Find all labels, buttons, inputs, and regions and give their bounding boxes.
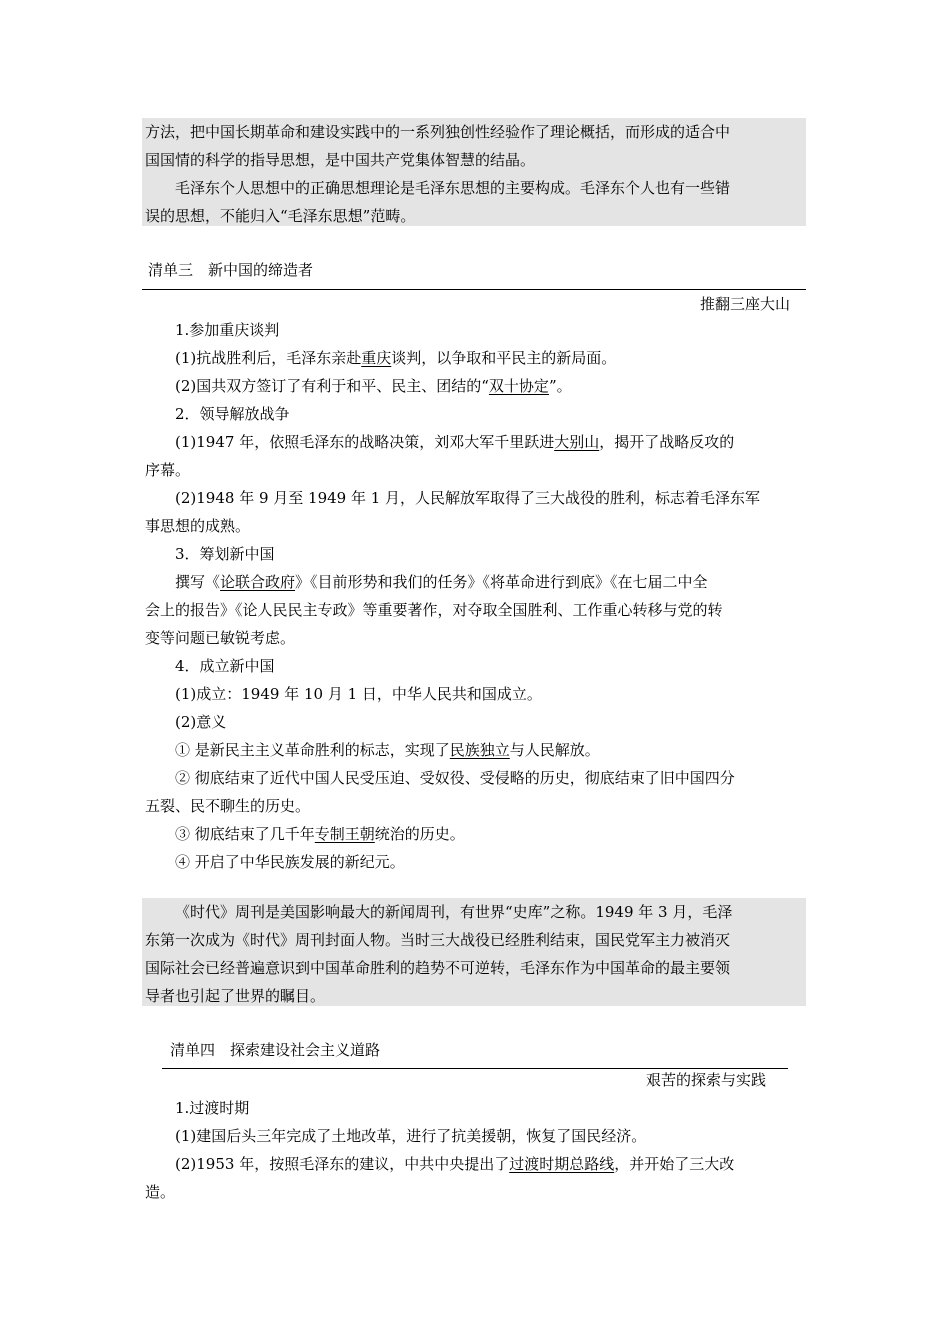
para-4a: (1)成立：1949 年 10 月 1 日，中华人民共和国成立。 (175, 685, 542, 703)
box2-line-4: 导者也引起了世界的瞩目。 (145, 987, 326, 1005)
section-4-subtitle: 艰苦的探索与实践 (646, 1071, 767, 1089)
heading-2: 2．领导解放战争 (175, 405, 290, 423)
section-3-rule (142, 289, 806, 290)
para-4d-cont: 五裂、民不聊生的历史。 (145, 797, 311, 815)
para-4e: ③ 彻底结束了几千年专制王朝统治的历史。 (175, 825, 465, 843)
box1-line-1: 方法，把中国长期革命和建设实践中的一系列独创性经验作了理论概括，而形成的适合中 (145, 123, 731, 141)
heading-3: 3．筹划新中国 (175, 545, 275, 563)
para-2a: (1)1947 年，依照毛泽东的战略决策，刘邓大军千里跃进大别山，揭开了战略反攻的 (175, 433, 735, 451)
section-4-title: 清单四 探索建设社会主义道路 (170, 1041, 381, 1059)
section-3-title: 清单三 新中国的缔造者 (148, 261, 314, 279)
para-4c: ① 是新民主主义革命胜利的标志，实现了民族独立与人民解放。 (175, 741, 600, 759)
para-1a: (1)抗战胜利后，毛泽东亲赴重庆谈判，以争取和平民主的新局面。 (175, 349, 617, 367)
box2-line-2: 东第一次成为《时代》周刊封面人物。当时三大战役已经胜利结束，国民党军主力被消灭 (145, 931, 731, 949)
para-2b: (2)1948 年 9 月至 1949 年 1 月，人民解放军取得了三大战役的胜利，标志着毛泽东军 (175, 489, 761, 507)
para-3a: 撰写《论联合政府》《目前形势和我们的任务》《将革命进行到底》《在七届二中全 (175, 573, 708, 591)
para-4d: ② 彻底结束了近代中国人民受压迫、受奴役、受侵略的历史，彻底结束了旧中国四分 (175, 769, 735, 787)
box1-line-3: 毛泽东个人思想中的正确思想理论是毛泽东思想的主要构成。毛泽东个人也有一些错 (175, 179, 731, 197)
para-4f: ④ 开启了中华民族发展的新纪元。 (175, 853, 405, 871)
s4-para-1b: (2)1953 年，按照毛泽东的建议，中共中央提出了过渡时期总路线，并开始了三大改 (175, 1155, 735, 1173)
section-4-rule (162, 1068, 788, 1069)
s4-heading-1: 1.过渡时期 (175, 1099, 250, 1117)
para-2a-cont: 序幕。 (145, 461, 191, 479)
para-1b: (2)国共双方签订了有利于和平、民主、团结的“双十协定”。 (175, 377, 572, 395)
box2-line-1: 《时代》周刊是美国影响最大的新闻周刊，有世界“史库”之称。1949 年 3 月，毛泽 (175, 903, 733, 921)
para-4b: (2)意义 (175, 713, 227, 731)
para-3c: 变等问题已敏锐考虑。 (145, 629, 296, 647)
heading-1: 1.参加重庆谈判 (175, 321, 280, 339)
para-3b: 会上的报告》《论人民民主专政》等重要著作，对夺取全国胜利、工作重心转移与党的转 (145, 601, 723, 619)
section-3-subtitle: 推翻三座大山 (700, 295, 791, 313)
s4-para-1a: (1)建国后头三年完成了土地改革，进行了抗美援朝，恢复了国民经济。 (175, 1127, 647, 1145)
box2-line-3: 国际社会已经普遍意识到中国革命胜利的趋势不可逆转，毛泽东作为中国革命的最主要领 (145, 959, 731, 977)
heading-4: 4．成立新中国 (175, 657, 275, 675)
s4-para-1b-cont: 造。 (145, 1183, 176, 1201)
box1-line-2: 国国情的科学的指导思想，是中国共产党集体智慧的结晶。 (145, 151, 536, 169)
box1-line-4: 误的思想，不能归入“毛泽东思想”范畴。 (145, 207, 416, 225)
para-2b-cont: 事思想的成熟。 (145, 517, 251, 535)
